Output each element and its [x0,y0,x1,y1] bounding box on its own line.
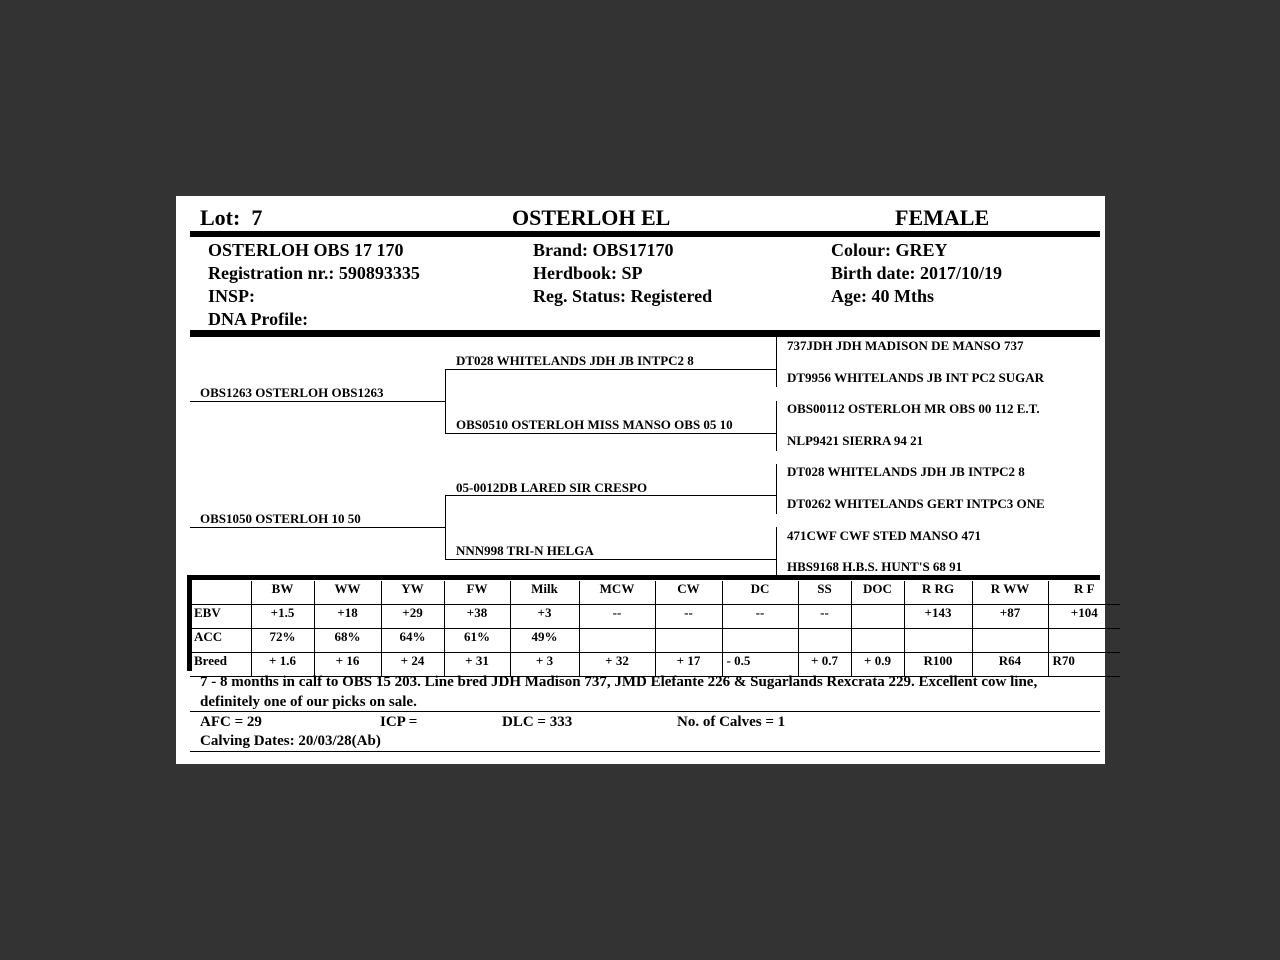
dam-bracket [445,495,446,559]
info-column-2 [533,239,712,308]
acc-cell [798,629,851,653]
calving-dates: Calving Dates: 20/03/28(Ab) [200,733,381,749]
ebv-cell: -- [798,605,851,629]
breed-cell: - 0.5 [722,653,798,677]
footer-bottom-rule [190,751,1100,752]
age: Age: 40 Mths [831,286,934,306]
acc-cell: 61% [444,629,510,653]
pedigree-dam: OBS1050 OSTERLOH 10 50 [200,511,361,526]
info-divider [190,330,1100,337]
pedigree-gen3-1: 737JDH JDH MADISON DE MANSO 737 [787,338,1024,353]
ebv-cell: -- [722,605,798,629]
ebv-header-cell: BW [251,581,314,605]
afc: AFC = 29 [200,714,262,730]
sire-line [190,401,446,402]
breed-cell: R100 [904,653,972,677]
acc-cell: 72% [251,629,314,653]
number-of-calves: No. of Calves = 1 [677,714,786,730]
bracket-dd [776,527,777,577]
header-divider [190,231,1100,237]
acc-cell [851,629,904,653]
ebv-cell: +38 [444,605,510,629]
colour: Colour: GREY [831,240,948,260]
ebv-header-cell: FW [444,581,510,605]
acc-cell [655,629,722,653]
breed-cell: + 24 [381,653,444,677]
info-column-3 [831,239,1002,308]
ebv-table [190,581,1120,677]
breed-cell: + 3 [510,653,579,677]
ebv-cell: +143 [904,605,972,629]
acc-cell [1048,629,1120,653]
sex-label: FEMALE [895,205,990,230]
brand: Brand: OBS17170 [533,240,674,260]
icp: ICP = [380,714,418,730]
ebv-header-cell: DC [722,581,798,605]
breed-cell: + 16 [314,653,381,677]
acc-cell: 49% [510,629,579,653]
acc-cell: 64% [381,629,444,653]
pedigree-gen3-3: OBS00112 OSTERLOH MR OBS 00 112 E.T. [787,401,1040,416]
birth-date: Birth date: 2017/10/19 [831,263,1002,283]
breed-cell: R64 [972,653,1048,677]
sire-dam-line [445,433,777,434]
lot-card [176,196,1105,764]
ebv-cell: +29 [381,605,444,629]
breed-cell: + 0.9 [851,653,904,677]
pedigree-gen3-7: 471CWF CWF STED MANSO 471 [787,528,982,543]
breed-cell: + 17 [655,653,722,677]
animal-name: OSTERLOH OBS 17 170 [208,240,404,260]
ebv-cell: +104 [1048,605,1120,629]
pedigree-gen3-2: DT9956 WHITELANDS JB INT PC2 SUGAR [787,370,1045,385]
pedigree-sire: OBS1263 OSTERLOH OBS1263 [200,385,384,400]
herdbook: Herdbook: SP [533,263,643,283]
breed-cell: + 0.7 [798,653,851,677]
reg-status: Reg. Status: Registered [533,286,713,306]
info-column-1 [208,239,420,331]
bracket-ds [776,464,777,514]
ebv-header-cell: R F [1048,581,1120,605]
animal-title: OSTERLOH EL [512,205,671,230]
ebv-header-cell: SS [798,581,851,605]
ebv-cell: +18 [314,605,381,629]
ebv-cell: +1.5 [251,605,314,629]
ebv-header-cell: R RG [904,581,972,605]
ebv-cell [851,605,904,629]
comment-divider [190,711,1100,712]
pedigree-gen3-6: DT0262 WHITELANDS GERT INTPC3 ONE [787,496,1045,511]
acc-row [190,629,1120,653]
dam-sire-line [445,495,777,496]
bracket-ss [776,337,777,387]
ebv-header-cell: DOC [851,581,904,605]
ebv-header-cell: Milk [510,581,579,605]
dam-line [190,527,446,528]
lot-label-text: Lot: [200,205,241,230]
acc-cell [972,629,1048,653]
pedigree-dam-sire: 05-0012DB LARED SIR CRESPO [456,480,648,495]
breed-row-label: Breed [190,653,251,677]
dna-profile-label: DNA Profile: [208,309,309,329]
ebv-header-cell: MCW [579,581,655,605]
ebv-header-cell: WW [314,581,381,605]
ebv-top-rule [187,575,1100,580]
pedigree-gen3-5: DT028 WHITELANDS JDH JB INTPC2 8 [787,464,1025,479]
pedigree-gen3-8: HBS9168 H.B.S. HUNT'S 68 91 [787,559,963,574]
registration-number: Registration nr.: 590893335 [208,263,420,283]
pedigree-sire-dam: OBS0510 OSTERLOH MISS MANSO OBS 05 10 [456,417,733,432]
acc-cell: 68% [314,629,381,653]
breed-cell: + 31 [444,653,510,677]
ebv-cell: -- [579,605,655,629]
ebv-header-cell: CW [655,581,722,605]
acc-cell [904,629,972,653]
breed-cell: + 32 [579,653,655,677]
ebv-cell: +3 [510,605,579,629]
acc-cell [722,629,798,653]
lot-label [200,205,262,231]
breed-cell: R70 [1048,653,1120,677]
dlc: DLC = 333 [502,714,573,730]
pedigree-dam-dam: NNN998 TRI-N HELGA [456,543,594,558]
ebv-header-cell [190,581,251,605]
sire-sire-line [445,369,777,370]
bracket-sd [776,401,777,451]
pedigree-sire-sire: DT028 WHITELANDS JDH JB INTPC2 8 [456,353,694,368]
ebv-header-row [190,581,1120,605]
dam-dam-line [445,559,777,560]
lot-number: 7 [251,205,263,230]
pedigree-gen3-4: NLP9421 SIERRA 94 21 [787,433,924,448]
ebv-row [190,605,1120,629]
sire-bracket [445,369,446,433]
lot-comment: 7 - 8 months in calf to OBS 15 203. Line bred JDH Madison 737, JMD Elefante 226 & Sugarlands Rexcrata 229. Excellent cow line, definitely one of our picks on sale. [200,674,1038,710]
ebv-header-cell: R WW [972,581,1048,605]
ebv-cell: +87 [972,605,1048,629]
acc-row-label: ACC [190,629,251,653]
breed-cell: + 1.6 [251,653,314,677]
insp-label: INSP: [208,286,256,306]
ebv-header-cell: YW [381,581,444,605]
ebv-cell: -- [655,605,722,629]
acc-cell [579,629,655,653]
ebv-row-label: EBV [190,605,251,629]
